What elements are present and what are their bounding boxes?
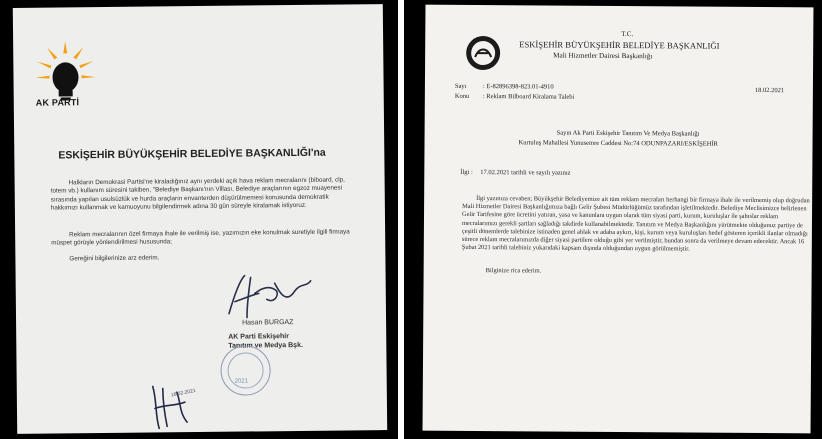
stamp-year: 2021 bbox=[234, 378, 249, 385]
sayi-value: : E-82896398-823.01-4910 bbox=[482, 83, 554, 91]
hasan-burgaz-signature-icon bbox=[221, 273, 316, 322]
signer-name: Hasan BURGAZ bbox=[242, 319, 294, 327]
konu-label: Konu bbox=[454, 92, 470, 100]
ilgi-label: İlgi : bbox=[460, 168, 473, 176]
signer-title-2: Tanıtım ve Medya Bşk. bbox=[228, 341, 303, 350]
tc-label: T.C. bbox=[621, 30, 634, 39]
institution-name: ESKİŞEHİR BÜYÜKŞEHİR BELEDİYE BAŞKANLIĞI bbox=[519, 39, 720, 51]
letter-body: İlgi yazınıza cevaben; Büyükşehir Belediyemize ait tüm reklam mecraları herhangi bir firmaya ihale ile verilmemiş olup doğrudan Mali Hizmetler Dairesi Başkanlığımıza bağlı Gelir Şubesi Müdürlüğümüz tarafından işletilmektedir. Belediye Meclisimizce belirlenen Gelir Tarifesine göre ücretini yatıran, yasa ve kanunlara uygun olarak tüm siyasi parti, kurum, kuruluşlar ile şahıslar reklam mecralarımızı gerekli şartları sağladığı takdirde kullanabilmektedir. Tanıtım ve Medya Başkanlığını yürütmekte olduğunuz partiye de çeşitli dönemlerde talebinize istinaden genel ahlak ve adaba aykırı, kişi, kurum veya kuruluşları hedef gösteren içerikli ilanlar olmadığı sürece reklam mecralarımızda diğer siyasi partilere olduğu gibi yer verilmiştir, bundan sonra da verilmeye devam edecektir. Ancak 16 Şubat 2021 tarihli talebiniz yukarıdaki kapsam dışında olduğundan uygun görülmemiştir. bbox=[461, 195, 810, 253]
letter-date: 18.02.2021 bbox=[754, 86, 785, 95]
letter-closing: Bilginize rica ederim. bbox=[485, 267, 542, 275]
paragraph-2: Reklam mecralarının özel firmaya ihale ile verilmiş ise, yazımızın eke konulmak suretiyle ilgili firmaya müspet görüşle yönlendirilmesi hususunda; bbox=[51, 228, 350, 247]
paragraph-1: Halkların Demokrasi Partisi'ne kiraladığınız aynı yerdeki açık hava reklam mecralarını (biboard, clp, totem vb.) kullanım süresini takiben, "Belediye Başkanı'nın Villası, Belediye araçlarının egzoz muayenesi sırasında yapılan usulsüzlük ve hurda araçların envanterden düşürülmemesi konusunda demokratik hakkımızı kullanmak ve kamuoyunu bilgilendirmek adına 30 gün süreyle kiralamak istiyoruz. bbox=[50, 176, 345, 212]
ak-parti-letter bbox=[13, 4, 387, 434]
left-letter-photo bbox=[0, 0, 398, 439]
department-name: Mali Hizmetler Dairesi Başkanlığı bbox=[553, 51, 653, 61]
recipient-line-2: Kurtuluş Mahallesi Yunusemre Caddesi No:74 ODUNPAZARI/ESKİŞEHİR bbox=[518, 139, 718, 148]
party-stamp bbox=[220, 345, 271, 396]
addressee: ESKİŞEHİR BÜYÜKŞEHİR BELEDİYE BAŞKANLIĞI'na bbox=[58, 146, 326, 162]
signer-title-1: AK Parti Eskişehir bbox=[228, 333, 289, 341]
initials-date: 16.02.2021 bbox=[170, 387, 197, 399]
right-letter-photo bbox=[404, 0, 822, 439]
konu-value: : Reklam Bilboard Kiralama Talebi bbox=[482, 93, 575, 101]
recipient-line-1: Sayın Ak Parti Eskişehir Tanıtım Ve Medya Başkanlığı bbox=[556, 129, 700, 138]
initials-signature-icon bbox=[147, 378, 196, 430]
municipality-seal-icon bbox=[465, 35, 501, 71]
municipality-letter bbox=[423, 5, 814, 434]
sayi-label: Sayı bbox=[454, 82, 467, 90]
closing-line: Gereğini bilgilerinize arz ederim. bbox=[69, 254, 160, 263]
ilgi-value: 17.02.2021 tarihli ve sayılı yazınız bbox=[480, 169, 571, 177]
party-name: AK PARTİ bbox=[35, 97, 80, 108]
